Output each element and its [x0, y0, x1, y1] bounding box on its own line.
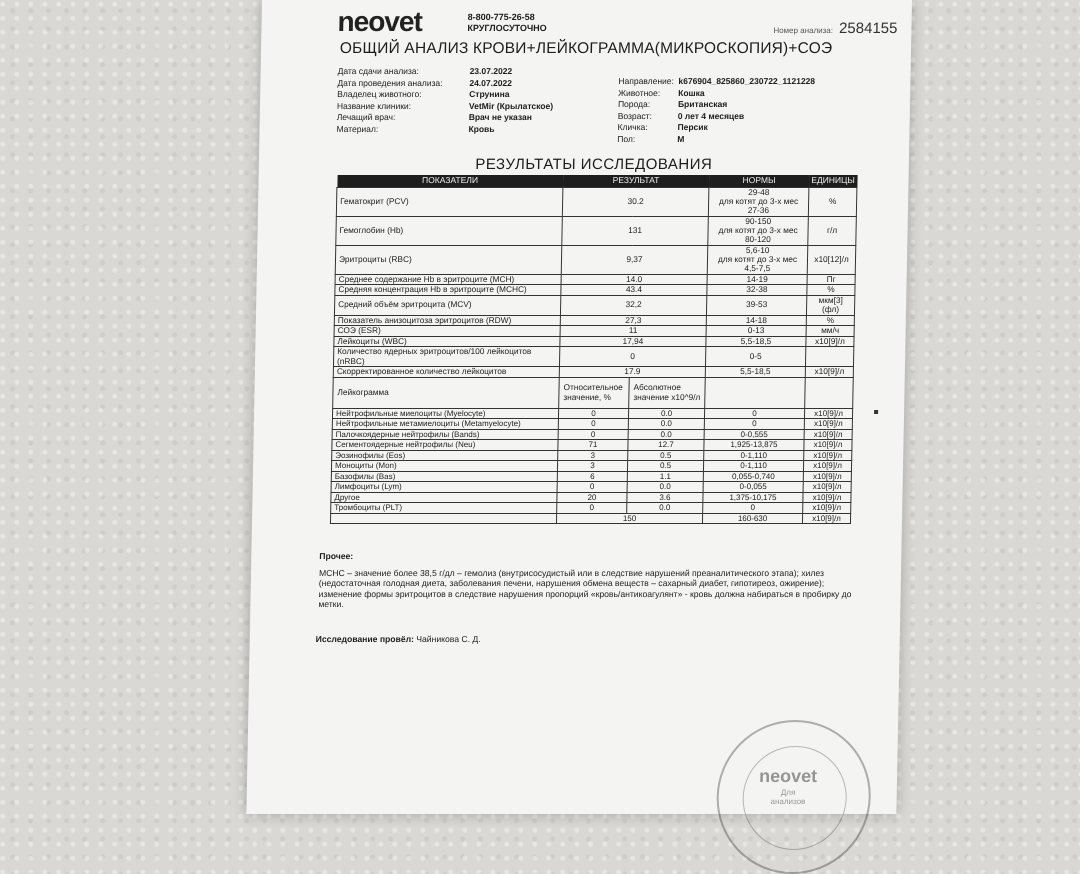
relative-value: 0 — [558, 429, 628, 440]
meta-row — [618, 111, 815, 123]
result-value: 43.4 — [561, 285, 707, 296]
result-value: 30.2 — [562, 187, 709, 216]
indicator-name: Показатель анизоцитоза эритроцитов (RDW) — [334, 315, 560, 326]
results-table — [330, 175, 858, 524]
meta-value: VetMir (Крылатское) — [468, 100, 554, 111]
table-row — [334, 295, 854, 315]
absolute-value: 3.6 — [627, 492, 703, 503]
meta-value: 24.07.2022 — [469, 77, 513, 88]
relative-value: 6 — [557, 471, 627, 482]
indicator-name: Моноциты (Mon) — [331, 461, 557, 472]
indicator-name: Количество ядерных эритроцитов/100 лейкоцитов (nRBC) — [333, 347, 559, 367]
absolute-value: 0.5 — [627, 461, 703, 472]
meta-label: Возраст: — [617, 110, 653, 121]
indicator-name: Тромбоциты (PLT) — [331, 503, 557, 514]
meta-row — [337, 101, 553, 113]
absolute-value: 0.0 — [627, 482, 703, 493]
relative-value: 0 — [557, 482, 627, 493]
unit-value: x10[9]/л — [803, 461, 851, 472]
table-row — [334, 336, 854, 347]
norm-value: 0-0,555 — [704, 429, 804, 440]
meta-value: 23.07.2022 — [469, 66, 513, 76]
unit-value: Пг — [807, 274, 855, 285]
table-row — [334, 315, 854, 326]
report-title: ОБЩИЙ АНАЛИЗ КРОВИ+ЛЕЙКОГРАММА(МИКРОСКОПИЯ)+СОЭ — [339, 40, 833, 57]
result-value: 17.9 — [559, 367, 705, 378]
meta-label: Материал: — [336, 123, 379, 134]
norm-value: 1,375-10,175 — [703, 492, 803, 503]
meta-row — [337, 89, 553, 101]
relative-value: 3 — [558, 450, 628, 461]
unit-value — [805, 347, 853, 367]
norm-value: 0,055-0,740 — [703, 471, 803, 482]
result-value: 131 — [562, 216, 709, 245]
meta-label: Пол: — [617, 133, 636, 144]
col-norms: НОРМЫ — [709, 175, 809, 187]
indicator-name: Средняя концентрация Hb в эритроците (MCHC) — [335, 285, 561, 296]
unit-value: x10[9]/л — [804, 450, 852, 461]
table-row — [335, 245, 856, 274]
col-units: ЕДИНИЦЫ — [809, 175, 857, 187]
norm-value: 5,6-10 для котят до 3-х мес 4,5-7,5 — [707, 245, 808, 274]
relative-value: 20 — [557, 492, 627, 503]
relative-header: Относительное значение, % — [559, 377, 630, 408]
norm-value: 0-5 — [705, 347, 805, 367]
leukogram-row — [331, 482, 851, 493]
meta-left — [336, 66, 553, 135]
unit-value: x10[9]/л — [803, 471, 851, 482]
table-header-row — [337, 175, 857, 187]
indicator-name: Нейтрофильные миелоциты (Myelocyte) — [332, 408, 558, 419]
unit-value: % — [808, 187, 857, 216]
norm-value: 29-48 для котят до 3-х мес 27-36 — [708, 187, 809, 216]
meta-row — [337, 78, 553, 90]
indicator-name: СОЭ (ESR) — [334, 326, 560, 337]
meta-label: Направление: — [618, 76, 675, 86]
meta-value: М — [677, 133, 685, 144]
meta-row — [617, 134, 814, 146]
relative-value: 0 — [557, 503, 627, 514]
relative-value: 71 — [558, 440, 628, 451]
meta-row — [338, 66, 554, 78]
indicator-name: Лейкоциты (WBC) — [334, 336, 560, 347]
unit-value: x10[9]/л — [803, 503, 851, 514]
meta-value: Персик — [677, 122, 708, 132]
meta-right — [617, 76, 815, 145]
leukogram-row — [331, 492, 851, 503]
absolute-value: 1.1 — [627, 471, 703, 482]
relative-value: 0 — [558, 408, 628, 419]
meta-label: Дата сдачи анализа: — [337, 66, 420, 76]
unit-value: x10[9]/л — [804, 440, 852, 451]
meta-label: Кличка: — [617, 122, 648, 132]
meta-row — [337, 112, 553, 124]
norm-value: 0 — [703, 503, 803, 514]
meta-value: Кошка — [678, 87, 705, 98]
meta-value: Струнина — [469, 89, 510, 99]
unit-value: % — [806, 315, 854, 326]
meta-row — [336, 124, 552, 136]
absolute-value: 12.7 — [628, 440, 704, 451]
table-row — [335, 274, 855, 285]
norm-value: 0-1,110 — [704, 450, 804, 461]
plt-norm: 160-630 — [702, 513, 802, 524]
table-row — [334, 326, 854, 337]
empty-cell — [330, 513, 556, 524]
norm-value: 14-18 — [706, 315, 806, 326]
result-value: 27,3 — [560, 315, 706, 326]
indicator-name: Гемоглобин (Hb) — [336, 216, 563, 245]
unit-value: x10[12]/л — [807, 245, 856, 274]
contact-block — [467, 12, 547, 34]
unit-value: x10[9]/л — [804, 429, 852, 440]
meta-label: Дата проведения анализа: — [337, 77, 443, 88]
unit-value: x10[9]/л — [806, 336, 854, 347]
leukogram-row — [331, 471, 851, 482]
analysis-number: Номер анализа: 2584155 — [773, 20, 898, 37]
stamp-text: Для анализов — [770, 788, 806, 806]
plt-unit: x10[9]/л — [802, 513, 850, 524]
indicator-name: Сегментоядерные нейтрофилы (Neu) — [332, 440, 558, 451]
norm-value: 0 — [704, 408, 804, 419]
clinic-stamp — [715, 720, 872, 874]
meta-value: Британская — [677, 99, 728, 109]
table-row — [335, 285, 855, 296]
norm-value: 32-38 — [707, 285, 807, 296]
empty-cell — [805, 377, 854, 408]
phone-number: 8-800-775-26-58 — [467, 12, 535, 22]
unit-value: x10[9]/л — [804, 408, 852, 419]
unit-value: % — [807, 285, 855, 296]
indicator-name: Палочкоядерные нейтрофилы (Bands) — [332, 429, 558, 440]
meta-label: Лечащий врач: — [336, 112, 396, 122]
leukogram-row — [332, 440, 852, 451]
meta-label: Название клиники: — [336, 100, 412, 111]
norm-value: 90-150 для котят до 3-х мес 80-120 — [708, 216, 809, 245]
table-row — [336, 187, 857, 216]
meta-row — [618, 99, 815, 111]
leukogram-row — [332, 408, 852, 419]
norm-value: 5,5-18,5 — [706, 336, 806, 347]
indicator-name: Другое — [331, 492, 557, 503]
col-result: РЕЗУЛЬТАТ — [563, 175, 709, 187]
result-value: 0 — [559, 347, 705, 367]
absolute-value: 0.0 — [628, 408, 704, 419]
absolute-value: 0.0 — [628, 429, 704, 440]
meta-value: Врач не указан — [468, 112, 533, 122]
lab-report-sheet — [246, 0, 912, 814]
indicator-name: Базофилы (Bas) — [331, 471, 557, 482]
margin-mark — [874, 410, 878, 414]
meta-row — [617, 122, 814, 134]
absolute-value: 0.5 — [628, 450, 704, 461]
relative-value: 0 — [558, 419, 628, 430]
meta-row — [618, 76, 815, 88]
absolute-header: Абсолютное значение x10^9/л — [629, 377, 706, 408]
indicator-name: Эозинофилы (Eos) — [332, 450, 558, 461]
meta-value: 0 лет 4 месяцев — [677, 110, 745, 121]
signed-by — [316, 634, 481, 644]
meta-label: Владелец животного: — [337, 89, 422, 99]
indicator-name: Нейтрофильные метамиелоциты (Metamyelocyte) — [332, 419, 558, 430]
indicator-name: Лимфоциты (Lym) — [331, 482, 557, 493]
meta-row — [618, 88, 815, 100]
unit-value: x10[9]/л — [803, 492, 851, 503]
leukogram-title: Лейкограмма — [333, 377, 560, 408]
plt-result: 150 — [556, 513, 702, 524]
norm-value: 5,5-18,5 — [705, 367, 805, 378]
leukogram-row — [332, 429, 852, 440]
absolute-value: 0.0 — [628, 419, 704, 430]
indicator-name: Эритроциты (RBC) — [335, 245, 562, 274]
other-notes — [318, 551, 859, 610]
other-heading: Прочее: — [319, 551, 354, 561]
empty-cell — [705, 377, 806, 408]
leukogram-row — [331, 461, 851, 472]
norm-value: 14-19 — [707, 274, 807, 285]
signed-name: Чайникова С. Д. — [416, 634, 481, 644]
leukogram-row — [331, 503, 851, 514]
result-value: 9,37 — [561, 245, 708, 274]
plt-row — [330, 513, 850, 524]
norm-value: 0-1,110 — [703, 461, 803, 472]
norm-value: 39-53 — [706, 295, 806, 315]
unit-value: x10[9]/л — [804, 419, 852, 430]
neovet-logo: neovet — [337, 6, 423, 37]
table-row — [333, 367, 853, 378]
leukogram-row — [332, 419, 852, 430]
meta-value: k676904_825860_230722_1121228 — [678, 76, 816, 86]
stamp-logo: neovet — [758, 766, 818, 786]
indicator-name: Гематокрит (PCV) — [336, 187, 563, 216]
relative-value: 3 — [557, 461, 627, 472]
signed-label: Исследование провёл: — [315, 634, 415, 644]
indicator-name: Средний объём эритроцита (MCV) — [334, 295, 560, 315]
results-heading: РЕЗУЛЬТАТЫ ИССЛЕДОВАНИЯ — [475, 156, 713, 173]
meta-label: Животное: — [618, 87, 661, 98]
result-value: 11 — [560, 326, 706, 337]
table-row — [336, 216, 857, 245]
result-value: 14.0 — [561, 274, 707, 285]
unit-value: мм/ч — [806, 326, 854, 337]
report-header — [337, 6, 898, 42]
norm-value: 1,925-13,875 — [704, 440, 804, 451]
unit-value: г/л — [808, 216, 857, 245]
col-indicators: ПОКАЗАТЕЛИ — [337, 175, 563, 187]
unit-value: x10[9]/л — [805, 367, 853, 378]
norm-value: 0 — [704, 419, 804, 430]
norm-value: 0-0,055 — [703, 482, 803, 493]
norm-value: 0-13 — [706, 326, 806, 337]
other-text: МСНС – значение более 38,5 г/дл – гемолиз (внутрисосудистый или в следствие нарушений преаналитического этапа); хилез (недостаточная голодная диета, заболевания печени, нарушения обмена веществ – сахарный диабет, гипотиреоз, ожирение); изменение формы эритроцитов в следствие нарушения пропорций «кровь/антикоагулянт» - кровь должна набираться в пробирку до метки. — [318, 567, 852, 609]
result-value: 32,2 — [560, 295, 706, 315]
indicator-name: Скорректированное количество лейкоцитов — [333, 367, 559, 378]
indicator-name: Среднее содержание Hb в эритроците (MCH) — [335, 274, 561, 285]
leukogram-header-row — [333, 377, 854, 408]
table-row — [333, 347, 853, 367]
unit-value: x10[9]/л — [803, 482, 851, 493]
absolute-value: 0.0 — [627, 503, 703, 514]
unit-value: мкм[3](фл) — [806, 295, 854, 315]
meta-label: Порода: — [617, 99, 651, 109]
meta-value: Кровь — [468, 123, 495, 134]
hours-label: КРУГЛОСУТОЧНО — [467, 23, 547, 33]
result-value: 17,94 — [560, 336, 706, 347]
leukogram-row — [332, 450, 852, 461]
